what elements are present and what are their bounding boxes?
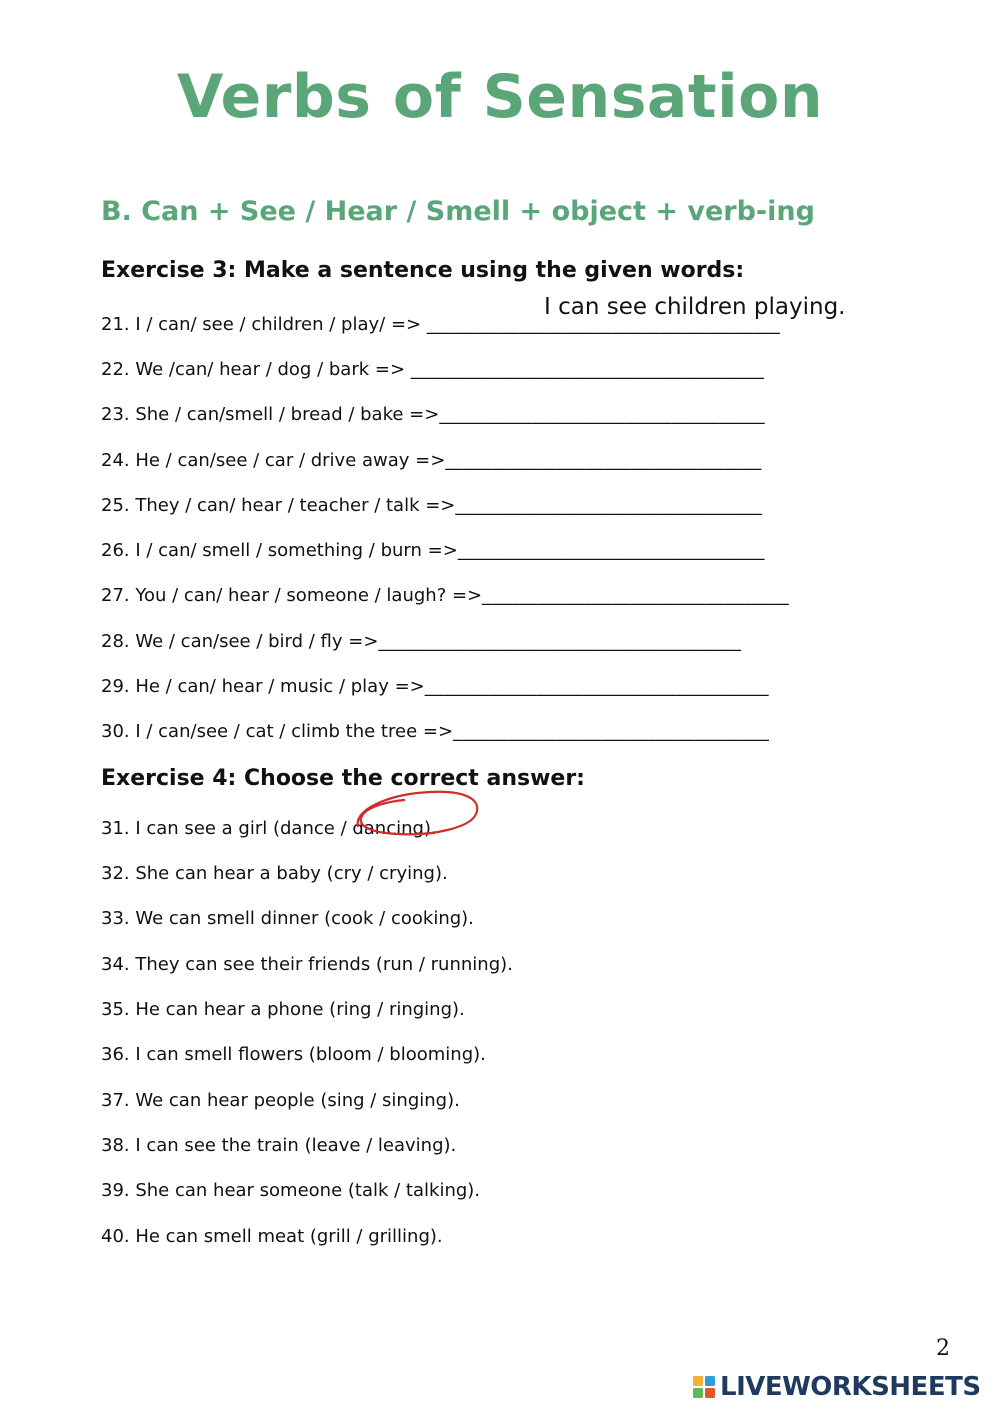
- page-number: 2: [936, 1336, 950, 1361]
- exercise-3-title: Exercise 3: Make a sentence using the given words:: [101, 258, 745, 283]
- exercise-3-item-26: [101, 536, 765, 566]
- exercise-4-title: Exercise 4: Choose the correct answer:: [101, 766, 585, 791]
- exercise-3-item-23: [101, 400, 765, 430]
- item-prompt: 24. He / can/see / car / drive away =>: [101, 450, 446, 471]
- item-prompt: 21. I / can/ see / children / play/ =>: [101, 314, 427, 335]
- item-prompt: 30. I / can/see / cat / climb the tree =>: [101, 721, 454, 742]
- answer-input-21[interactable]: I can see children playing.: [544, 294, 846, 320]
- answer-blank[interactable]: __________________________________: [445, 450, 762, 471]
- exercise-4-item-39[interactable]: 39. She can hear someone (talk / talking).: [101, 1180, 481, 1201]
- exercise-4-item-34[interactable]: 34. They can see their friends (run / running).: [101, 954, 513, 975]
- exercise-4-item-35[interactable]: 35. He can hear a phone (ring / ringing).: [101, 999, 465, 1020]
- exercise-3-item-30: [101, 717, 769, 747]
- liveworksheets-logo-icon: [692, 1375, 716, 1399]
- page-title: Verbs of Sensation: [176, 62, 824, 132]
- answer-blank[interactable]: _______________________________________: [378, 631, 742, 652]
- brand-text: LIVEWORKSHEETS: [720, 1372, 981, 1402]
- item-prompt: 23. She / can/smell / bread / bake =>: [101, 404, 440, 425]
- exercise-4-item-38[interactable]: 38. I can see the train (leave / leaving).: [101, 1135, 457, 1156]
- answer-blank[interactable]: _____________________________________: [424, 676, 769, 697]
- item-prompt: 29. He / can/ hear / music / play =>: [101, 676, 425, 697]
- answer-blank[interactable]: _________________________________: [457, 540, 765, 561]
- item-prompt: 22. We /can/ hear / dog / bark =>: [101, 359, 411, 380]
- exercise-3-item-22: [101, 355, 764, 385]
- exercise-4-item-31[interactable]: 31. I can see a girl (dance / dancing).: [101, 818, 437, 839]
- answer-blank[interactable]: _________________________________: [482, 585, 790, 606]
- item-prompt: 25. They / can/ hear / teacher / talk =>: [101, 495, 456, 516]
- exercise-4-item-36[interactable]: 36. I can smell flowers (bloom / blooming).: [101, 1044, 486, 1065]
- item-prompt: 27. You / can/ hear / someone / laugh? =>: [101, 585, 483, 606]
- answer-blank[interactable]: _________________________________: [455, 495, 763, 516]
- exercise-3-item-25: [101, 491, 762, 521]
- exercise-3-item-27: [101, 581, 789, 611]
- exercise-4-item-37[interactable]: 37. We can hear people (sing / singing).: [101, 1090, 460, 1111]
- item-prompt: 28. We / can/see / bird / fly =>: [101, 631, 379, 652]
- item-prompt: 26. I / can/ smell / something / burn =>: [101, 540, 458, 561]
- section-heading: B. Can + See / Hear / Smell + object + verb-ing: [101, 196, 815, 227]
- exercise-3-item-24: [101, 446, 762, 476]
- exercise-3-item-29: [101, 672, 769, 702]
- exercise-3-item-21: [101, 310, 780, 340]
- answer-blank[interactable]: ___________________________________: [439, 404, 765, 425]
- exercise-4-item-33[interactable]: 33. We can smell dinner (cook / cooking).: [101, 908, 474, 929]
- answer-blank[interactable]: ______________________________________: [426, 314, 781, 335]
- answer-blank[interactable]: ______________________________________: [410, 359, 765, 380]
- exercise-4-item-32[interactable]: 32. She can hear a baby (cry / crying).: [101, 863, 448, 884]
- exercise-4-item-40: 40. He can smell meat (grill / grilling).: [101, 1226, 443, 1247]
- answer-blank[interactable]: __________________________________: [453, 721, 770, 742]
- exercise-3-item-28: [101, 627, 741, 657]
- liveworksheets-brand[interactable]: [692, 1372, 981, 1402]
